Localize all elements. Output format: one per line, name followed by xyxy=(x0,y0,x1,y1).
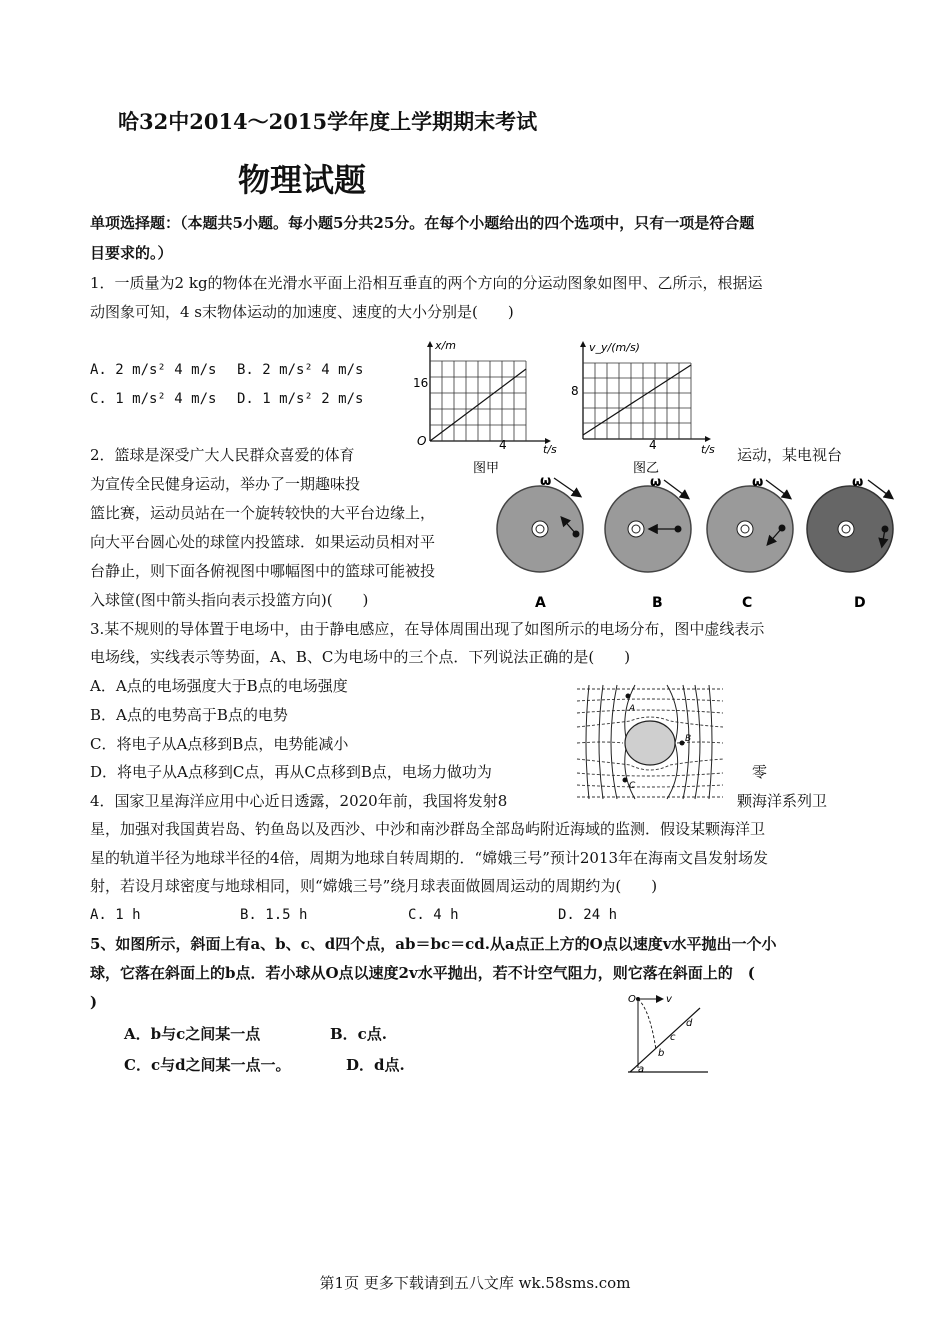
omega-a: ω xyxy=(540,474,552,489)
q3-option-d-tail: 零 xyxy=(752,763,768,781)
q5-line2: 球，它落在斜面上的b点．若小球从O点以速度2v水平抛出，若不计空气阻力，则它落在斜面上的 ( xyxy=(90,964,755,982)
q4-line4: 射，若设月球密度与地球相同，则“嫦娥三号”绕月球表面做圆周运动的周期约为( ) xyxy=(90,877,658,895)
graph-jia-x-tick: 4 xyxy=(499,438,507,452)
q3-option-a: A．A点的电场强度大于B点的电场强度 xyxy=(90,677,348,695)
q1-line2: 动图象可知，4 s末物体运动的加速度、速度的大小分别是( ) xyxy=(90,303,514,321)
q4-line1a: 4．国家卫星海洋应用中心近日透露，2020年前，我国将发射8 xyxy=(90,792,508,810)
fig-label-b: b xyxy=(658,1048,665,1059)
fig-label-d: d xyxy=(686,1018,693,1029)
q5-option-a: A．b与c之间某一点 xyxy=(124,1025,261,1043)
graph-jia-origin: O xyxy=(417,434,427,448)
q4-option-c: C. 4 h xyxy=(408,907,459,923)
q1-option-b: B. 2 m/s² 4 m/s xyxy=(237,362,364,378)
q1-graphs xyxy=(405,335,725,480)
q3-field-figure xyxy=(575,683,725,801)
q2-line5: 台静止，则下面各俯视图中哪幅图中的篮球可能被投 xyxy=(90,562,436,580)
q2-line6: 入球筐(图中箭头指向表示投篮方向)( ) xyxy=(90,591,369,609)
q4-option-b: B. 1.5 h xyxy=(240,907,308,923)
omega-c: ω xyxy=(752,475,764,490)
point-b: B xyxy=(685,734,692,744)
fig-label-v: v xyxy=(666,994,672,1005)
q1-option-d: D. 1 m/s² 2 m/s xyxy=(237,391,364,407)
q2-line2: 为宣传全民健身运动，举办了一期趣味投 xyxy=(90,475,361,493)
fig-label-c: c xyxy=(670,1032,676,1043)
disc-a xyxy=(497,474,583,611)
point-c: C xyxy=(629,781,636,791)
q4-option-a: A. 1 h xyxy=(90,907,141,923)
q3-option-c: C．将电子从A点移到B点，电势能减小 xyxy=(90,735,349,753)
graph-yi-x-label: t/s xyxy=(701,443,715,456)
q1-line1: 1．一质量为2 kg的物体在光滑水平面上沿相互垂直的两个方向的分运动图象如图甲、乙所示，根据运 xyxy=(90,274,763,292)
q2-figures xyxy=(490,472,910,617)
q5-option-c: C．c与d之间某一点一。 xyxy=(124,1056,291,1074)
label-b: B xyxy=(652,595,663,611)
q2-line1a: 2．篮球是深受广大人民群众喜爱的体育 xyxy=(90,446,355,464)
point-a: A xyxy=(629,704,636,714)
graph-yi-y-tick: 8 xyxy=(571,384,579,398)
section-instruction-line1: 单项选择题：（本题共5小题。每小题5分共25分。在每个小题给出的四个选项中，只有一项是符合题 xyxy=(90,214,755,232)
label-d: D xyxy=(854,595,866,611)
q4-line3: 星的轨道半径为地球半径的4倍，周期为地球自转周期的．“嫦娥三号”预计2013年在海南文昌发射场发 xyxy=(90,849,769,867)
label-a: A xyxy=(535,595,546,611)
q5-slope-figure xyxy=(620,990,715,1080)
q4-line2: 星，加强对我国黄岩岛、钓鱼岛以及西沙、中沙和南沙群岛全部岛屿附近海域的监测．假设某颗海洋卫 xyxy=(90,820,766,838)
q2-line3: 篮比赛，运动员站在一个旋转较快的大平台边缘上， xyxy=(90,504,436,522)
q1-option-c: C. 1 m/s² 4 m/s xyxy=(90,391,217,407)
q4-option-d: D. 24 h xyxy=(558,907,618,923)
graph-jia-y-label: x/m xyxy=(435,339,456,352)
page-footer: 第1页 更多下载请到五八文库 wk.58sms.com xyxy=(319,1274,631,1292)
disc-c xyxy=(707,475,793,611)
q3-line2: 电场线，实线表示等势面，A、B、C为电场中的三个点．下列说法正确的是( ) xyxy=(90,648,631,666)
disc-d xyxy=(807,475,893,611)
label-c: C xyxy=(742,595,753,611)
q3-option-b: B．A点的电势高于B点的电势 xyxy=(90,706,288,724)
graph-yi-x-tick: 4 xyxy=(649,438,657,452)
q5-option-d: D．d点. xyxy=(346,1056,405,1074)
exam-title: 哈32中2014～2015学年度上学期期末考试 xyxy=(118,109,538,134)
graph-yi-y-label: v_y/(m/s) xyxy=(589,341,640,354)
omega-d: ω xyxy=(852,475,864,490)
graph-yi xyxy=(571,341,715,476)
q2-line1b: 运动，某电视台 xyxy=(737,446,843,464)
graph-yi-caption: 图乙 xyxy=(633,461,660,476)
fig-label-o: O xyxy=(628,994,636,1005)
q3-line1: 3.某不规则的导体置于电场中，由于静电感应，在导体周围出现了如图所示的电场分布，图中虚线表示 xyxy=(90,620,765,638)
subject-title: 物理试题 xyxy=(238,161,367,199)
q3-option-d: D．将电子从A点移到C点，再从C点移到B点，电场力做功为 xyxy=(90,763,492,781)
q2-line4: 向大平台圆心处的球筐内投篮球．如果运动员相对平 xyxy=(90,533,436,551)
q4-line1b: 颗海洋系列卫 xyxy=(737,792,828,810)
section-instruction-line2: 目要求的。） xyxy=(90,244,173,262)
omega-b: ω xyxy=(650,475,662,490)
q1-option-a: A. 2 m/s² 4 m/s xyxy=(90,362,217,378)
graph-yi-line xyxy=(583,365,691,435)
graph-jia-caption: 图甲 xyxy=(473,461,500,476)
q5-option-b: B．c点. xyxy=(330,1025,388,1043)
fig-label-a: a xyxy=(638,1064,645,1075)
disc-b xyxy=(605,475,691,611)
graph-jia xyxy=(413,339,557,476)
graph-jia-x-label: t/s xyxy=(543,443,557,456)
q5-line1: 5、如图所示，斜面上有a、b、c、d四个点，ab＝bc＝cd.从a点正上方的O点以速度v水平抛出一个小 xyxy=(90,935,777,953)
graph-jia-y-tick: 16 xyxy=(413,376,429,390)
q5-line3: ) xyxy=(90,993,98,1011)
